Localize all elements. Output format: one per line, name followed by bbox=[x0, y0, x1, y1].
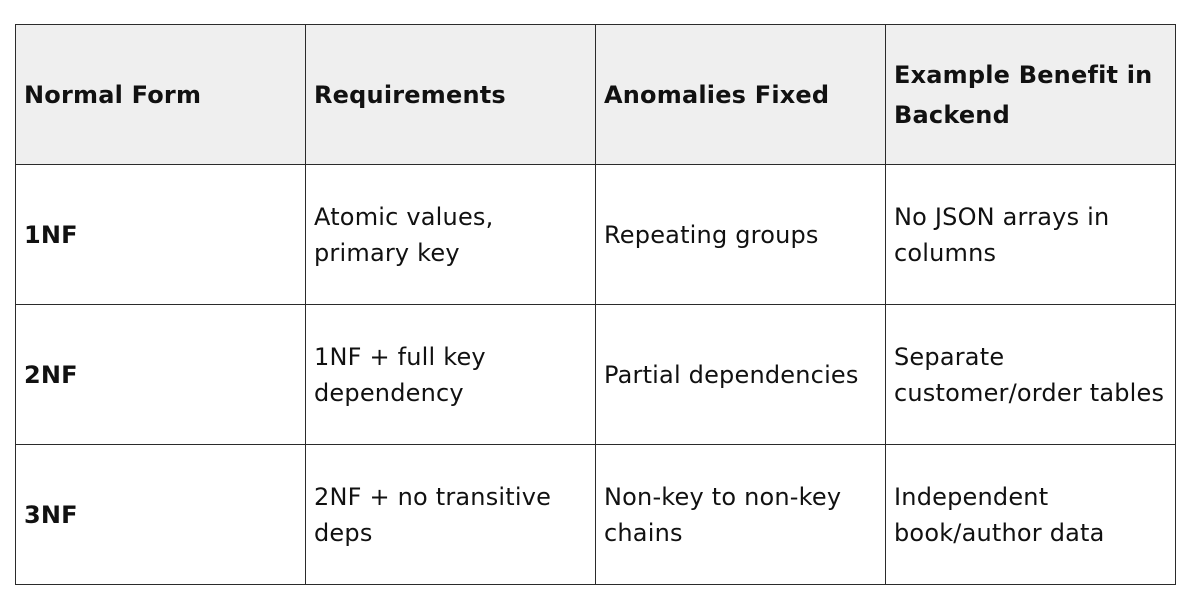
requirements-cell: 1NF + full key dependency bbox=[306, 305, 596, 445]
requirements-cell: 2NF + no transitive deps bbox=[306, 445, 596, 585]
header-requirements: Requirements bbox=[306, 25, 596, 165]
normal-form-cell: 1NF bbox=[16, 165, 306, 305]
normal-forms-table-container bbox=[15, 24, 1176, 588]
normal-form-cell: 3NF bbox=[16, 445, 306, 585]
benefit-cell: Independent book/author data bbox=[886, 445, 1176, 585]
anomalies-cell: Repeating groups bbox=[596, 165, 886, 305]
header-example-benefit: Example Benefit in Backend bbox=[886, 25, 1176, 165]
header-row bbox=[16, 25, 1176, 165]
normal-form-cell: 2NF bbox=[16, 305, 306, 445]
header-normal-form: Normal Form bbox=[16, 25, 306, 165]
anomalies-cell: Non-key to non-key chains bbox=[596, 445, 886, 585]
normal-forms-table bbox=[15, 24, 1176, 585]
table-row bbox=[16, 305, 1176, 445]
table-body bbox=[16, 165, 1176, 585]
anomalies-cell: Partial dependencies bbox=[596, 305, 886, 445]
benefit-cell: Separate customer/order tables bbox=[886, 305, 1176, 445]
header-anomalies-fixed: Anomalies Fixed bbox=[596, 25, 886, 165]
requirements-cell: Atomic values, primary key bbox=[306, 165, 596, 305]
table-header bbox=[16, 25, 1176, 165]
table-row bbox=[16, 165, 1176, 305]
benefit-cell: No JSON arrays in columns bbox=[886, 165, 1176, 305]
table-row bbox=[16, 445, 1176, 585]
